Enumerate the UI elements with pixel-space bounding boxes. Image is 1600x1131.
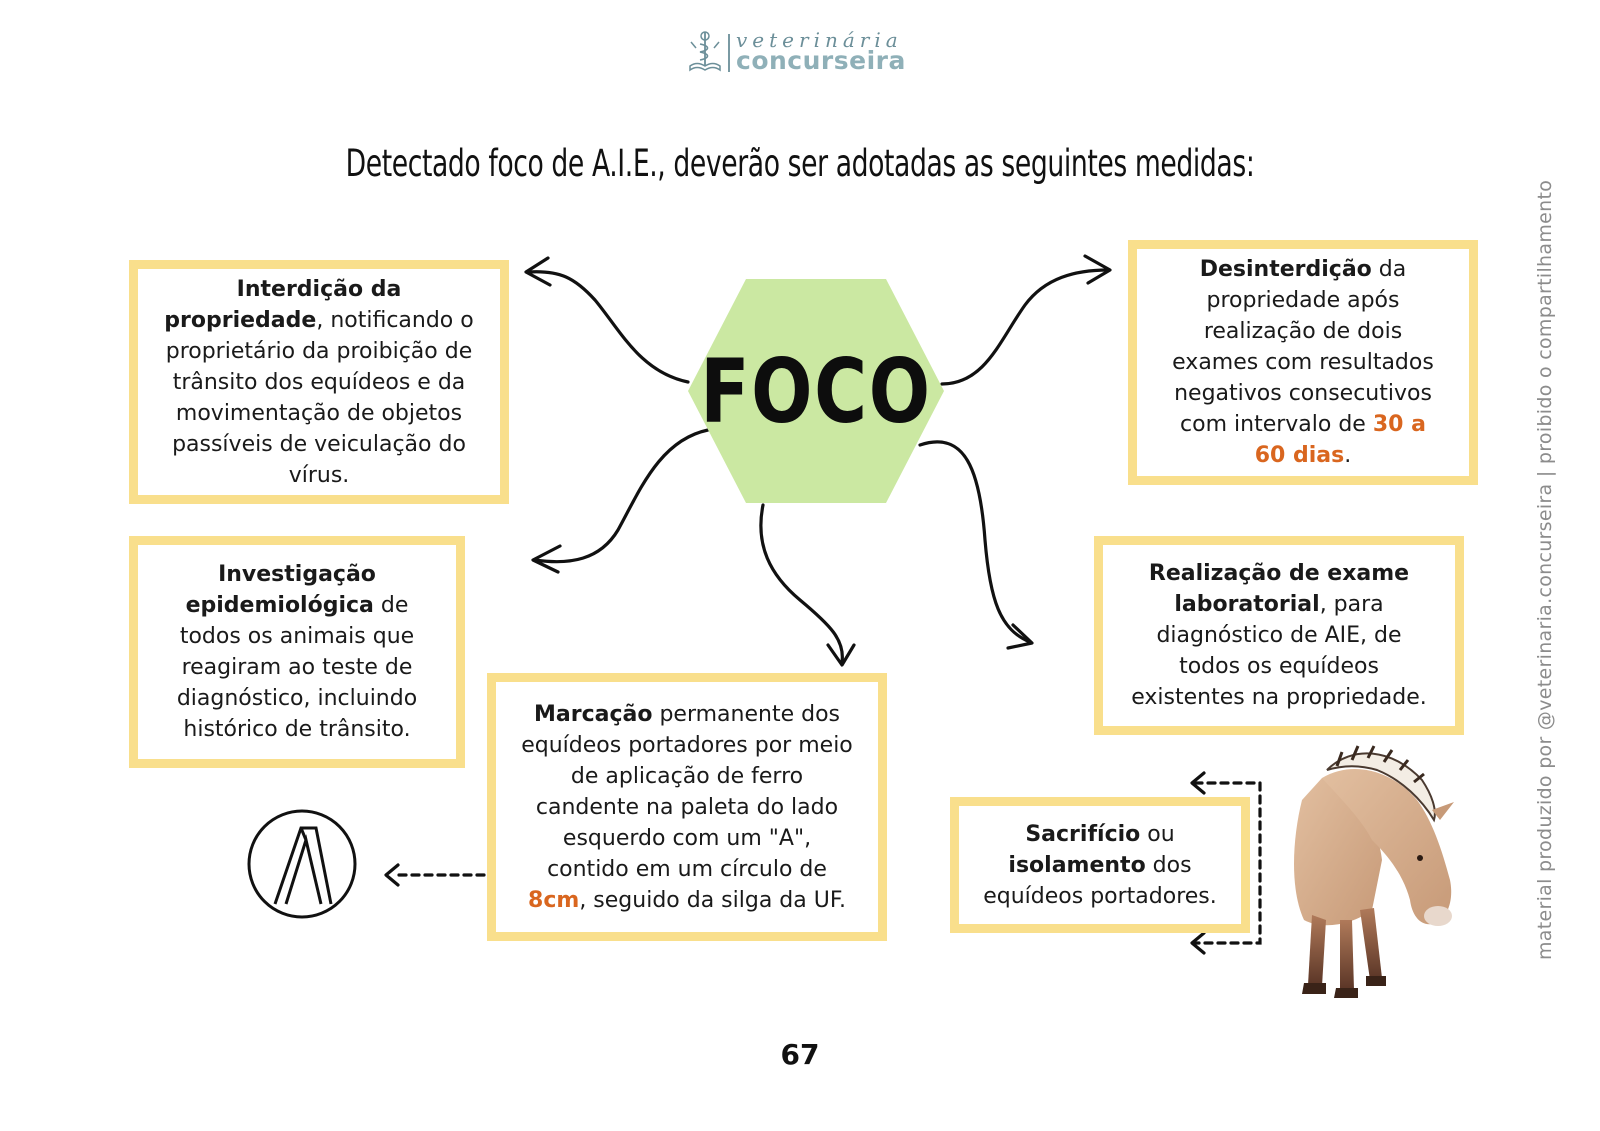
measure-marcacao-highlight: 8cm [528,887,580,913]
measure-desinterdicao-text [1161,254,1445,471]
measure-desinterdicao-rest1: da propriedade após realização de dois exames com resultados negativos consecutivos com intervalo de [1172,257,1434,437]
measure-sacrificio-bold1: Sacrifício [1025,821,1141,847]
measure-exame-rest: , para diagnóstico de AIE, de todos os equídeos existentes na propriedade. [1131,592,1427,710]
page-number: 67 [780,1038,820,1071]
measure-investigacao-rest: de todos os animais que reagiram ao teste de diagnóstico, incluindo histórico de trânsito. [176,593,418,742]
page-title: Detectado foco de A.I.E., deverão ser adotadas as seguintes medidas: [345,142,1255,185]
logo-script-text: veterinária [736,28,903,52]
measure-desinterdicao-rest2: . [1344,443,1352,468]
measure-exame-text [1127,558,1431,713]
arrow-to-interdicao [528,272,688,382]
measure-interdicao-box [129,260,509,504]
measure-marcacao-rest2: , seguido da silga da UF. [579,887,846,913]
measure-sacrificio-mid: ou [1140,821,1175,847]
measure-interdicao-rest: , notificando o proprietário da proibição de trânsito dos equídeos e da movimentação de objetos passíveis de veiculação do vírus. [165,307,474,488]
measure-investigacao-box [129,536,465,768]
arrow-to-marcacao [761,505,843,662]
foco-label: FOCO [700,339,932,443]
measure-sacrificio-text [973,819,1227,912]
measure-exame-box [1094,536,1464,735]
measure-investigacao-bold: Investigação epidemiológica [185,562,376,618]
brand-mark-a-icon [246,808,358,920]
measure-marcacao-bold: Marcação [533,701,653,727]
measure-sacrificio-rest: dos equídeos portadores. [983,852,1217,909]
arrow-to-desinterdicao [942,270,1108,384]
measure-interdicao-text [160,274,478,491]
logo-name-text: concurseira [736,46,906,75]
arrow-to-investigacao [535,430,708,562]
measure-exame-bold: Realização de exame laboratorial [1148,561,1410,617]
measure-desinterdicao-bold: Desinterdição [1199,257,1372,282]
measure-sacrificio-bold2: isolamento [1008,852,1146,878]
measure-sacrificio-box [950,797,1250,933]
measure-desinterdicao-box [1128,240,1478,485]
measure-investigacao-text [170,559,424,745]
copyright-note: material produzido por @veterinaria.concurseira | proibido o compartilhamento [1534,179,1556,960]
measure-marcacao-rest1: permanente dos equídeos portadores por meio de aplicação de ferro candente na paleta do lado esquerdo com um "A", contido em um círculo de [521,701,853,882]
horse-illustration [1282,740,1492,1002]
measure-interdicao-bold: Interdição da propriedade [164,276,402,333]
measure-marcacao-box [487,673,887,941]
measure-desinterdicao-highlight: 30 a 60 dias [1254,412,1426,468]
measure-marcacao-text [520,699,854,916]
foco-hexagon [688,279,944,503]
